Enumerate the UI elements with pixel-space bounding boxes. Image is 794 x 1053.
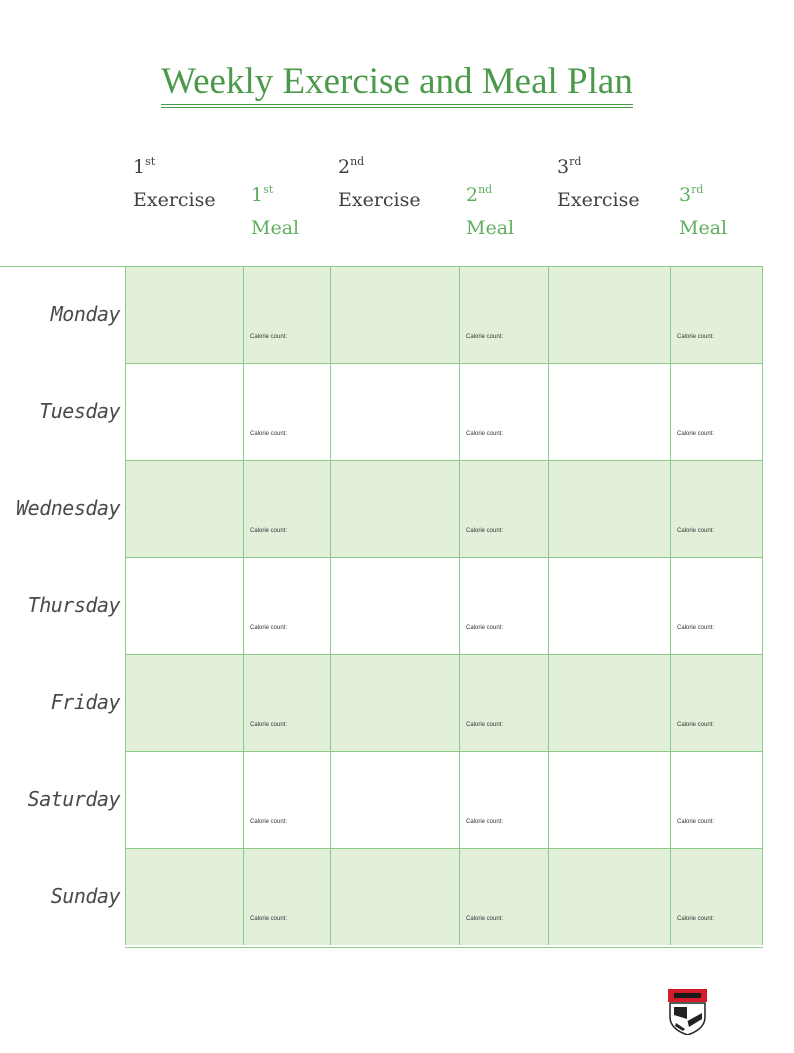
exercise-1-cell[interactable] <box>125 460 243 557</box>
exercise-2-cell[interactable] <box>330 751 459 848</box>
exercise-3-cell[interactable] <box>548 848 670 945</box>
day-row-saturday <box>0 751 763 848</box>
calorie-count-label: Calorie count: <box>677 625 715 631</box>
day-label: Wednesday <box>16 496 120 520</box>
calorie-count-label: Calorie count: <box>677 334 715 340</box>
calorie-count-label: Calorie count: <box>677 528 715 534</box>
exercise-1-cell[interactable] <box>125 848 243 945</box>
meal-2-cell[interactable] <box>459 266 548 363</box>
header-1st-meal: 1st Meal <box>251 183 300 239</box>
meal-1-cell[interactable] <box>243 654 330 751</box>
calorie-count-label: Calorie count: <box>250 722 288 728</box>
day-row-monday <box>0 266 763 363</box>
meal-1-cell[interactable] <box>243 363 330 460</box>
header-2nd-exercise: 2nd Exercise <box>338 155 421 211</box>
exercise-3-cell[interactable] <box>548 557 670 654</box>
calorie-count-label: Calorie count: <box>466 916 504 922</box>
calorie-count-label: Calorie count: <box>466 625 504 631</box>
calorie-count-label: Calorie count: <box>466 722 504 728</box>
meal-3-cell[interactable] <box>670 848 763 945</box>
exercise-2-cell[interactable] <box>330 363 459 460</box>
calorie-count-label: Calorie count: <box>677 431 715 437</box>
day-row-friday <box>0 654 763 751</box>
exercise-3-cell[interactable] <box>548 654 670 751</box>
meal-3-cell[interactable] <box>670 751 763 848</box>
meal-3-cell[interactable] <box>670 363 763 460</box>
exercise-3-cell[interactable] <box>548 751 670 848</box>
header-3rd-meal: 3rd Meal <box>679 183 728 239</box>
meal-2-cell[interactable] <box>459 848 548 945</box>
calorie-count-label: Calorie count: <box>466 819 504 825</box>
meal-3-cell[interactable] <box>670 460 763 557</box>
header-3rd-exercise: 3rd Exercise <box>557 155 640 211</box>
exercise-2-cell[interactable] <box>330 848 459 945</box>
day-label: Sunday <box>50 884 120 908</box>
header-2nd-meal: 2nd Meal <box>466 183 515 239</box>
meal-1-cell[interactable] <box>243 751 330 848</box>
calorie-count-label: Calorie count: <box>250 528 288 534</box>
calorie-count-label: Calorie count: <box>677 722 715 728</box>
meal-2-cell[interactable] <box>459 363 548 460</box>
meal-3-cell[interactable] <box>670 654 763 751</box>
exercise-3-cell[interactable] <box>548 460 670 557</box>
meal-2-cell[interactable] <box>459 557 548 654</box>
page-title-text: Weekly Exercise and Meal Plan <box>161 60 633 108</box>
meal-1-cell[interactable] <box>243 848 330 945</box>
calorie-count-label: Calorie count: <box>250 431 288 437</box>
calorie-count-label: Calorie count: <box>466 334 504 340</box>
exercise-3-cell[interactable] <box>548 363 670 460</box>
day-row-sunday <box>0 848 763 945</box>
day-label: Saturday <box>27 787 120 811</box>
exercise-2-cell[interactable] <box>330 460 459 557</box>
day-label: Tuesday <box>39 399 120 423</box>
calorie-count-label: Calorie count: <box>250 819 288 825</box>
meal-1-cell[interactable] <box>243 266 330 363</box>
day-label: Friday <box>50 690 120 714</box>
calorie-count-label: Calorie count: <box>466 431 504 437</box>
calorie-count-label: Calorie count: <box>677 916 715 922</box>
day-label: Monday <box>50 302 120 326</box>
exercise-3-cell[interactable] <box>548 266 670 363</box>
exercise-1-cell[interactable] <box>125 266 243 363</box>
calorie-count-label: Calorie count: <box>250 334 288 340</box>
day-row-tuesday <box>0 363 763 460</box>
meal-3-cell[interactable] <box>670 266 763 363</box>
meal-2-cell[interactable] <box>459 751 548 848</box>
day-label: Thursday <box>27 593 120 617</box>
meal-2-cell[interactable] <box>459 654 548 751</box>
exercise-1-cell[interactable] <box>125 654 243 751</box>
calorie-count-label: Calorie count: <box>250 916 288 922</box>
crest-shield-icon <box>668 989 707 1035</box>
day-row-thursday <box>0 557 763 654</box>
exercise-2-cell[interactable] <box>330 557 459 654</box>
exercise-1-cell[interactable] <box>125 557 243 654</box>
plan-grid <box>0 266 763 948</box>
exercise-2-cell[interactable] <box>330 266 459 363</box>
exercise-1-cell[interactable] <box>125 751 243 848</box>
meal-1-cell[interactable] <box>243 557 330 654</box>
meal-2-cell[interactable] <box>459 460 548 557</box>
header-1st-exercise: 1st Exercise <box>133 155 216 211</box>
day-row-wednesday <box>0 460 763 557</box>
exercise-1-cell[interactable] <box>125 363 243 460</box>
calorie-count-label: Calorie count: <box>466 528 504 534</box>
calorie-count-label: Calorie count: <box>677 819 715 825</box>
exercise-2-cell[interactable] <box>330 654 459 751</box>
grid-bottom-border <box>125 947 763 948</box>
meal-3-cell[interactable] <box>670 557 763 654</box>
page-title <box>0 60 794 108</box>
calorie-count-label: Calorie count: <box>250 625 288 631</box>
meal-1-cell[interactable] <box>243 460 330 557</box>
